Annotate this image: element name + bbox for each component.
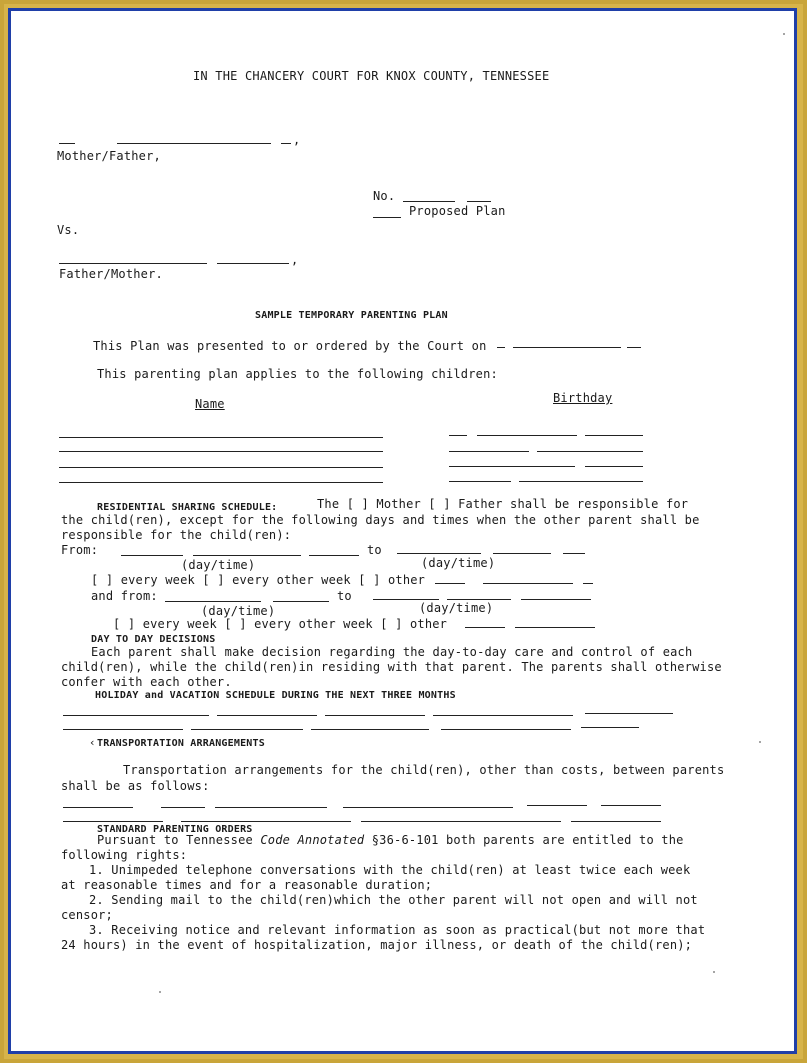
standard-orders-line1: Pursuant to Tennessee Code Annotated §36-6-101 both parents are entitled to the (97, 833, 684, 847)
presented-date-blank-c (627, 347, 641, 348)
party2-blank-a (59, 263, 207, 264)
day-time-label: (day/time) (201, 604, 276, 618)
holiday-blank (325, 715, 425, 716)
to-label: to (367, 543, 382, 557)
scan-speck (759, 741, 761, 743)
holiday-blank (433, 715, 573, 716)
day-time-label: (day/time) (421, 556, 496, 570)
and-from-blank-b (273, 601, 329, 602)
rights-item-3b: 24 hours) in the event of hospitalization, major illness, or death of the child(ren); (61, 938, 693, 952)
applies-text: This parenting plan applies to the following children: (97, 367, 498, 381)
child-name-line (59, 467, 383, 468)
presented-text: This Plan was presented to or ordered by the Court on (93, 339, 487, 353)
case-no-blank-b (467, 201, 491, 202)
rights-item-1a: 1. Unimpeded telephone conversations with the child(ren) at least twice each week (89, 863, 691, 877)
party1-blank-a (59, 143, 75, 144)
day-time-label: (day/time) (181, 558, 256, 572)
child-birthday-line (585, 466, 643, 467)
other-blank-b (483, 583, 573, 584)
frequency-row: [ ] every week [ ] every other week [ ] other (91, 573, 426, 587)
party1-comma: , (293, 133, 301, 147)
holiday-blank (191, 729, 303, 730)
birthday-header: Birthday (553, 391, 613, 405)
day-time-label: (day/time) (419, 601, 494, 615)
residential-line1: The [ ] Mother [ ] Father shall be responsible for (317, 497, 689, 511)
child-birthday-line (449, 451, 529, 452)
scan-speck (713, 971, 715, 973)
other-blank-a (465, 627, 505, 628)
from-label: From: (61, 543, 99, 557)
child-birthday-line (519, 481, 643, 482)
party2-blank-b (217, 263, 289, 264)
transportation-blank (527, 805, 587, 806)
transportation-blank (571, 821, 661, 822)
transportation-blank (63, 807, 133, 808)
holiday-blank (581, 727, 639, 728)
to-blank-a (397, 553, 481, 554)
day-to-day-line3: confer with each other. (61, 675, 232, 689)
rights-item-3a: 3. Receiving notice and relevant information as soon as practical(but not more that (89, 923, 706, 937)
holiday-heading: HOLIDAY and VACATION SCHEDULE DURING THE NEXT THREE MONTHS (95, 690, 456, 701)
and-from-blank-a (165, 601, 261, 602)
party2-comma: , (291, 253, 299, 267)
case-no-blank-a (403, 201, 455, 202)
holiday-blank (63, 729, 183, 730)
vs-label: Vs. (57, 223, 80, 237)
party1-blank-b (117, 143, 271, 144)
rights-item-2a: 2. Sending mail to the child(ren)which the other parent will not open and will not (89, 893, 698, 907)
transportation-heading: TRANSPORTATION ARRANGEMENTS (97, 738, 265, 749)
transportation-line1: Transportation arrangements for the child(ren), other than costs, between parents (123, 763, 725, 777)
transportation-line2: shall be as follows: (61, 779, 210, 793)
name-header: Name (195, 397, 225, 411)
document-page (8, 8, 797, 1054)
party1-label: Mother/Father, (57, 149, 161, 163)
child-birthday-line (537, 451, 643, 452)
rights-item-2b: censor; (61, 908, 113, 922)
child-name-line (59, 451, 383, 452)
transportation-blank (181, 821, 351, 822)
standard-orders-line2: following rights: (61, 848, 188, 862)
to-blank-b (493, 553, 551, 554)
to-blank-c (563, 553, 585, 554)
standard-orders-heading: STANDARD PARENTING ORDERS (97, 824, 253, 835)
from-blank-c (309, 555, 359, 556)
plan-title: SAMPLE TEMPORARY PARENTING PLAN (255, 310, 448, 321)
and-to-blank-c (521, 599, 591, 600)
party2-label: Father/Mother. (59, 267, 163, 281)
child-birthday-line (477, 435, 577, 436)
proposed-plan-label: Proposed Plan (409, 204, 506, 218)
scan-speck (783, 33, 785, 35)
child-name-line (59, 482, 383, 483)
residential-line2: the child(ren), except for the following days and times when the other parent shall be (61, 513, 700, 527)
other-blank-a (435, 583, 465, 584)
presented-date-blank-b (513, 347, 621, 348)
day-to-day-line1: Each parent shall make decision regarding the day-to-day care and control of each (91, 645, 693, 659)
transportation-blank (601, 805, 661, 806)
proposed-plan-blank (373, 217, 401, 218)
presented-date-blank-a (497, 347, 505, 348)
transportation-blank (63, 821, 163, 822)
child-name-line (59, 437, 383, 438)
and-from-label: and from: (91, 589, 158, 603)
child-birthday-line (449, 466, 575, 467)
child-birthday-line (585, 435, 643, 436)
frequency-row: [ ] every week [ ] every other week [ ] other (113, 617, 448, 631)
other-blank-c (583, 583, 593, 584)
from-blank-b (193, 555, 301, 556)
day-to-day-heading: DAY TO DAY DECISIONS (91, 634, 216, 645)
rights-item-1b: at reasonable times and for a reasonable duration; (61, 878, 433, 892)
transportation-blank (215, 807, 327, 808)
holiday-blank (585, 713, 673, 714)
court-title: IN THE CHANCERY COURT FOR KNOX COUNTY, TENNESSEE (193, 69, 550, 83)
holiday-blank (217, 715, 317, 716)
transportation-blank (161, 807, 205, 808)
child-birthday-line (449, 435, 467, 436)
case-no-label: No. (373, 189, 396, 203)
transportation-mark: ‹ (89, 736, 96, 749)
child-birthday-line (449, 481, 511, 482)
residential-heading: RESIDENTIAL SHARING SCHEDULE: (97, 502, 278, 513)
other-blank-b (515, 627, 595, 628)
day-to-day-line2: child(ren), while the child(ren)in residing with that parent. The parents shall otherwise (61, 660, 722, 674)
to-label: to (337, 589, 352, 603)
transportation-blank (343, 807, 513, 808)
transportation-blank (361, 821, 561, 822)
residential-line3: responsible for the child(ren): (61, 528, 292, 542)
scan-speck (159, 991, 161, 993)
from-blank-a (121, 555, 183, 556)
holiday-blank (441, 729, 571, 730)
and-to-blank-a (373, 599, 439, 600)
party1-blank-c (281, 143, 291, 144)
holiday-blank (311, 729, 429, 730)
holiday-blank (63, 715, 209, 716)
and-to-blank-b (447, 599, 511, 600)
